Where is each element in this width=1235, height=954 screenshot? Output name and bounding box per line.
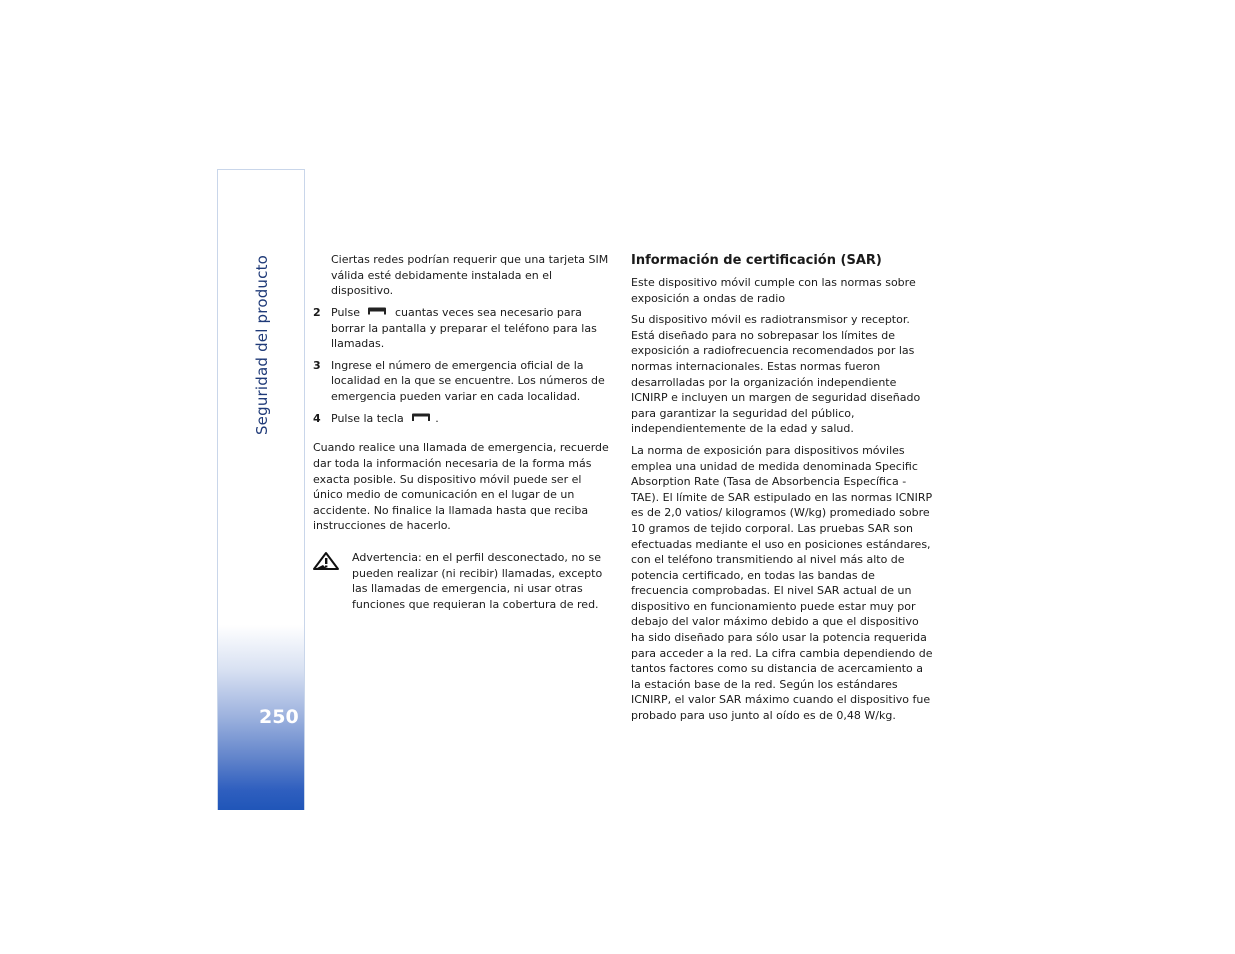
page-number: 250 [259,706,299,728]
step-3 [313,358,613,405]
right-column [631,252,933,724]
step-prefix: Pulse la tecla [331,411,404,425]
section-title: Seguridad del producto [253,254,271,436]
step-2 [313,305,613,352]
step-number: 4 [313,411,321,425]
sar-heading: Información de certificación (SAR) [631,253,882,268]
warning-note [313,550,613,612]
step-text: Ingrese el número de emergencia oficial de la localidad en la que se encuentre. Los números de emergencia pueden variar en cada localidad. [331,358,605,403]
sar-paragraph-1: Este dispositivo móvil cumple con las normas sobre exposición a ondas de radio [631,276,916,305]
step-number: 3 [313,358,321,372]
call-key-icon [411,411,431,427]
step-4 [313,411,613,427]
step-suffix: cuantas veces sea necesario para borrar la pantalla y preparar el teléfono para las llamadas. [331,305,597,351]
clear-key-icon [367,305,387,321]
intro-text: Ciertas redes podrían requerir que una tarjeta SIM válida esté debidamente instalada en el dispositivo. [331,253,609,298]
warning-icon [313,551,341,576]
step-suffix: . [435,411,439,425]
sar-paragraph-2: Su dispositivo móvil es radiotransmisor y receptor. Está diseñado para no sobrepasar los límites de exposición a radiofrecuencia recomendados por las normas internacionales. Estas normas fueron desarrolladas por la organización independiente ICNIRP e incluyen un margen de seguridad diseñado para garantizar la seguridad del público, independientemente de la edad y salud. [631,313,921,436]
warning-text: Advertencia: en el perfil desconectado, no se pueden realizar (ni recibir) llamadas, excepto las llamadas de emergencia, ni usar otras funciones que requieran la cobertura de red. [352,550,603,611]
left-column [313,252,613,612]
emergency-paragraph: Cuando realice una llamada de emergencia, recuerde dar toda la información necesaria de la forma más exacta posible. Su dispositivo móvil puede ser el único medio de comunicación en el lugar de un accidente. No finalice la llamada hasta que reciba instrucciones de hacerlo. [313,441,609,533]
step-prefix: Pulse [331,305,360,319]
sar-paragraph-3: La norma de exposición para dispositivos móviles emplea una unidad de medida denominada Specific Absorption Rate (Tasa de Absorbencia Específica - TAE). El límite de SAR estipulado en las normas ICNIRP es de 2,0 vatios/ kilogramos (W/kg) promediado sobre 10 gramos de tejido corporal. Las pruebas SAR son efectuadas mediante el uso en posiciones estándares, con el teléfono transmitiendo al nivel más alto de potencia certificado, en todas las bandas de frecuencia comprobadas. El nivel SAR actual de un dispositivo en funcionamiento puede estar muy por debajo del valor máximo debido a que el dispositivo ha sido diseñado para sólo usar la potencia requerida para acceder a la red. La cifra cambia dependiendo de tantos factores como su distancia de acercamiento a la estación base de la red. Según los estándares ICNIRP, el valor SAR máximo cuando el dispositivo fue probado para uso junto al oído es de 0,48 W/kg. [631,443,933,723]
step-number: 2 [313,305,321,319]
